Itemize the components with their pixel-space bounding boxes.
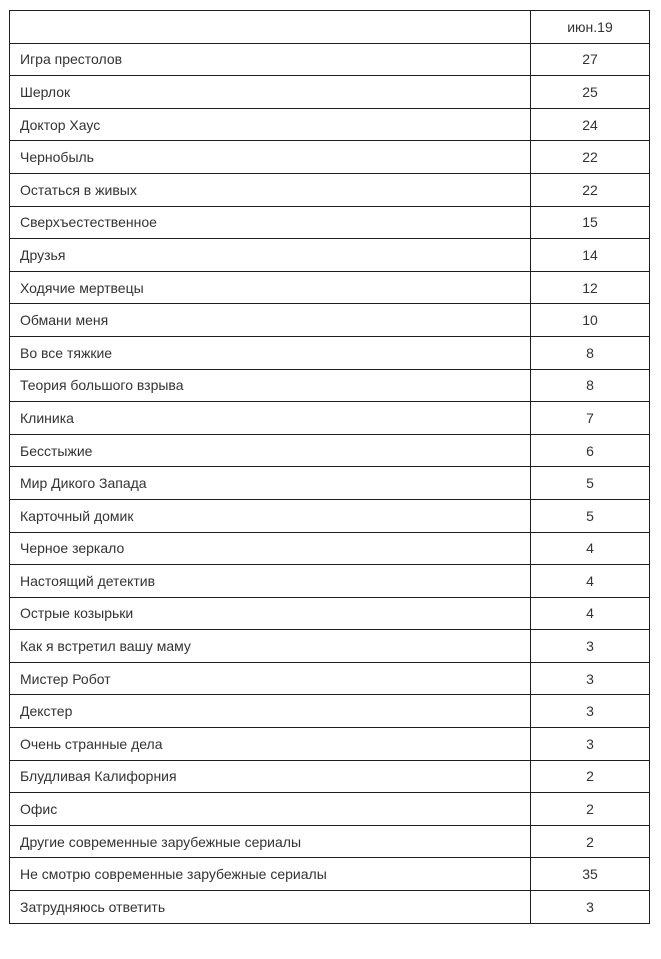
series-value-cell: 14 xyxy=(531,239,650,272)
series-name-cell: Очень странные дела xyxy=(10,728,531,761)
series-value-cell: 8 xyxy=(531,369,650,402)
table-header-row xyxy=(10,11,650,44)
series-value-cell: 6 xyxy=(531,434,650,467)
series-name-cell: Доктор Хаус xyxy=(10,108,531,141)
survey-table-container xyxy=(9,10,649,924)
series-name-cell: Чернобыль xyxy=(10,141,531,174)
table-row xyxy=(10,467,650,500)
table-row xyxy=(10,402,650,435)
table-row xyxy=(10,565,650,598)
table-row xyxy=(10,173,650,206)
table-row xyxy=(10,141,650,174)
table-row xyxy=(10,858,650,891)
table-row xyxy=(10,597,650,630)
table-row xyxy=(10,499,650,532)
series-value-cell: 4 xyxy=(531,565,650,598)
series-name-cell: Затрудняюсь ответить xyxy=(10,891,531,924)
table-row xyxy=(10,695,650,728)
table-row xyxy=(10,532,650,565)
series-name-cell: Декстер xyxy=(10,695,531,728)
series-name-cell: Игра престолов xyxy=(10,43,531,76)
table-row xyxy=(10,43,650,76)
table-row xyxy=(10,760,650,793)
series-value-cell: 5 xyxy=(531,467,650,500)
series-value-cell: 3 xyxy=(531,728,650,761)
series-name-cell: Друзья xyxy=(10,239,531,272)
series-value-cell: 35 xyxy=(531,858,650,891)
series-value-cell: 5 xyxy=(531,499,650,532)
table-row xyxy=(10,304,650,337)
table-body xyxy=(10,11,650,924)
series-value-cell: 7 xyxy=(531,402,650,435)
table-row xyxy=(10,108,650,141)
series-value-cell: 3 xyxy=(531,662,650,695)
series-value-cell: 2 xyxy=(531,760,650,793)
series-value-cell: 4 xyxy=(531,532,650,565)
table-row xyxy=(10,434,650,467)
series-value-cell: 27 xyxy=(531,43,650,76)
series-value-cell: 15 xyxy=(531,206,650,239)
series-name-cell: Острые козырьки xyxy=(10,597,531,630)
series-value-cell: 24 xyxy=(531,108,650,141)
series-value-cell: 4 xyxy=(531,597,650,630)
table-row xyxy=(10,825,650,858)
table-row xyxy=(10,630,650,663)
series-value-cell: 3 xyxy=(531,630,650,663)
series-value-cell: 3 xyxy=(531,891,650,924)
table-row xyxy=(10,891,650,924)
series-name-cell: Теория большого взрыва xyxy=(10,369,531,402)
series-name-cell: Карточный домик xyxy=(10,499,531,532)
series-name-cell: Бесстыжие xyxy=(10,434,531,467)
series-name-cell: Сверхъестественное xyxy=(10,206,531,239)
series-name-cell: Не смотрю современные зарубежные сериалы xyxy=(10,858,531,891)
table-row xyxy=(10,271,650,304)
series-name-cell: Обмани меня xyxy=(10,304,531,337)
table-row xyxy=(10,239,650,272)
series-name-cell: Во все тяжкие xyxy=(10,336,531,369)
survey-table xyxy=(9,10,650,924)
series-value-cell: 22 xyxy=(531,173,650,206)
series-name-cell: Другие современные зарубежные сериалы xyxy=(10,825,531,858)
series-value-cell: 10 xyxy=(531,304,650,337)
series-name-cell: Настоящий детектив xyxy=(10,565,531,598)
series-name-cell: Офис xyxy=(10,793,531,826)
series-value-cell: 12 xyxy=(531,271,650,304)
series-value-cell: 2 xyxy=(531,825,650,858)
series-name-cell: Черное зеркало xyxy=(10,532,531,565)
series-name-cell: Остаться в живых xyxy=(10,173,531,206)
series-name-cell: Мир Дикого Запада xyxy=(10,467,531,500)
table-row xyxy=(10,662,650,695)
table-row xyxy=(10,793,650,826)
table-row xyxy=(10,76,650,109)
series-name-cell: Как я встретил вашу маму xyxy=(10,630,531,663)
series-name-cell: Клиника xyxy=(10,402,531,435)
series-name-cell: Мистер Робот xyxy=(10,662,531,695)
series-value-cell: 2 xyxy=(531,793,650,826)
series-value-cell: 25 xyxy=(531,76,650,109)
series-value-cell: 8 xyxy=(531,336,650,369)
series-name-cell: Шерлок xyxy=(10,76,531,109)
table-row xyxy=(10,206,650,239)
table-row xyxy=(10,336,650,369)
table-row xyxy=(10,369,650,402)
series-value-cell: 3 xyxy=(531,695,650,728)
series-name-cell: Ходячие мертвецы xyxy=(10,271,531,304)
table-row xyxy=(10,728,650,761)
series-name-cell: Блудливая Калифорния xyxy=(10,760,531,793)
header-name-cell xyxy=(10,11,531,44)
header-date-cell: июн.19 xyxy=(531,11,650,44)
series-value-cell: 22 xyxy=(531,141,650,174)
